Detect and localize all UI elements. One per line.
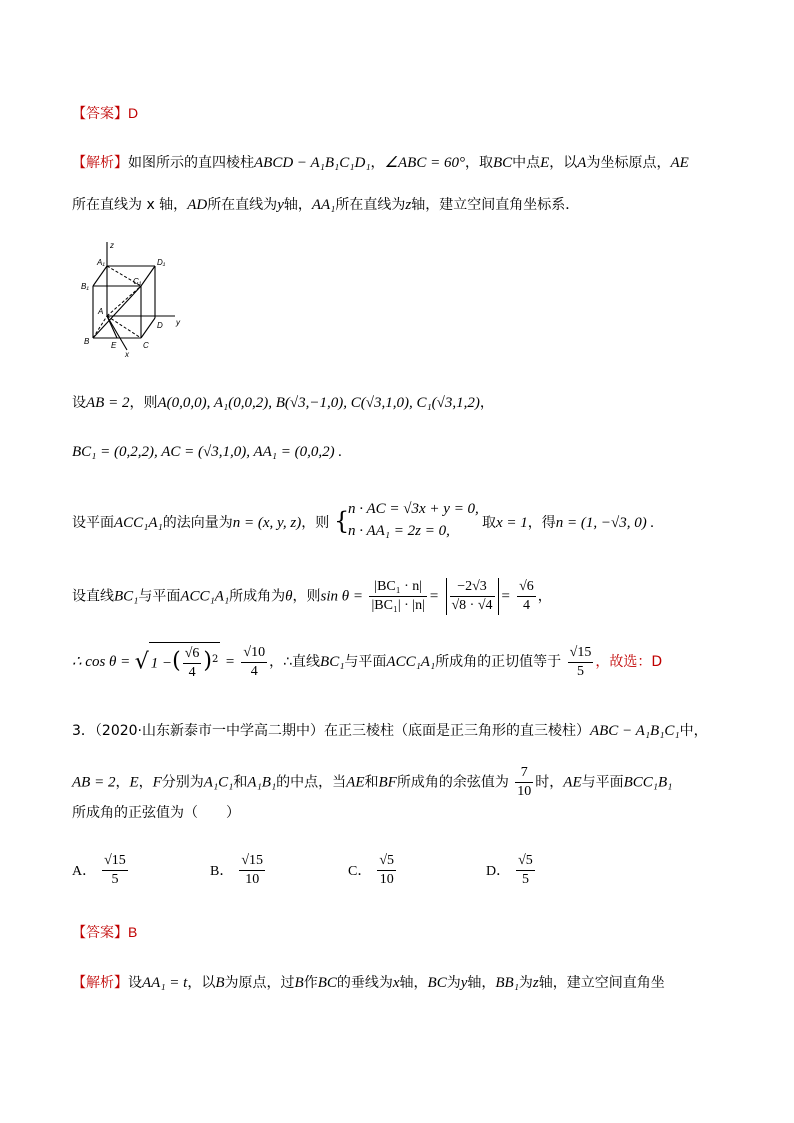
math: =: [224, 654, 235, 670]
answer-value: B: [128, 924, 138, 940]
text: 中点: [512, 155, 541, 171]
text: 的中点，当: [276, 774, 347, 791]
math: AA₁ = t: [142, 975, 188, 991]
text: 轴，: [399, 975, 428, 991]
math: n = (x, y, z): [232, 515, 302, 531]
equation-system: [348, 498, 479, 542]
fraction: [183, 645, 202, 682]
math: y: [277, 197, 284, 213]
numerator: √6: [183, 645, 202, 664]
math: x = 1: [496, 515, 528, 531]
math: AE: [346, 774, 365, 791]
math: E: [540, 155, 550, 171]
fraction: [241, 644, 267, 681]
analysis-line-5: [72, 512, 329, 532]
denominator: 4: [522, 598, 530, 613]
text: 与平面: [344, 654, 387, 670]
fraction: [369, 578, 426, 615]
text: ，: [138, 774, 153, 791]
numerator: √10: [241, 644, 267, 663]
math: E: [129, 774, 139, 791]
math: AA₁: [311, 197, 336, 213]
denominator: 5: [576, 663, 584, 679]
fig-label: A: [98, 307, 104, 316]
fraction: [515, 764, 533, 801]
equation: n · AA₁ = 2z = 0,: [348, 523, 450, 539]
text: 与平面: [581, 774, 624, 791]
vector-list: BC₁ = (0,2,2), AC = (√3,1,0), AA₁ = (0,0,2) .: [72, 444, 343, 460]
text: 作: [303, 975, 318, 991]
text: 设平面: [72, 515, 114, 531]
text: 轴，: [283, 197, 312, 213]
math: BC: [492, 155, 513, 171]
math: A(0,0,0), A₁(0,0,2), B(√3,−1,0), C(√3,1,0), C₁(√3,1,2): [157, 395, 480, 411]
option-a[interactable]: [72, 852, 130, 889]
fraction: [446, 578, 499, 615]
denominator: |BC₁| · |n|: [371, 598, 425, 613]
text: 的法向量为: [162, 515, 233, 531]
denominator: 4: [250, 663, 258, 679]
math: F: [152, 774, 162, 791]
text: 的垂线为: [336, 975, 393, 991]
math: BC₁: [114, 588, 139, 605]
text: 为: [446, 975, 461, 991]
analysis-tag: 【解析】: [72, 155, 128, 171]
text: ，: [370, 155, 385, 171]
math: AD: [187, 197, 208, 213]
analysis-line-6: [72, 578, 552, 615]
math: ABC − A₁B₁C₁: [589, 723, 680, 739]
analysis-line-q3: [72, 972, 665, 992]
question3-line-2: [72, 764, 672, 801]
option-label: D．: [486, 863, 511, 879]
numerator: |BC₁ · n|: [369, 578, 426, 597]
option-label: B．: [210, 863, 234, 879]
text: ，以: [187, 975, 216, 991]
fig-label: z: [110, 241, 114, 250]
option-b[interactable]: [210, 852, 267, 889]
text: 和: [364, 774, 379, 791]
text: ，则: [301, 515, 330, 531]
text: 轴，建立空间直角坐标系．: [411, 197, 580, 213]
math: ∠ABC = 60°: [384, 155, 465, 171]
denominator: 10: [517, 784, 532, 799]
system-brace: {: [334, 507, 350, 535]
fig-label: D₁: [157, 258, 166, 267]
text: 为: [518, 975, 533, 991]
text: 中，: [679, 723, 708, 739]
analysis-tag: 【解析】: [72, 975, 128, 991]
question3-line-3: [72, 802, 240, 822]
math: A₁C₁: [203, 774, 234, 791]
text: 所成角为: [229, 588, 286, 605]
math: z: [405, 197, 412, 213]
math: AE: [670, 155, 689, 171]
text: 轴，建立空间直角坐: [538, 975, 665, 991]
fraction: [516, 852, 535, 889]
text: 设直线: [72, 588, 114, 605]
math: B: [294, 975, 304, 991]
math: BCC₁B₁: [623, 774, 673, 791]
answer-line-prev: [72, 103, 138, 123]
math: θ: [285, 588, 293, 605]
text: ，∴直线: [269, 654, 321, 670]
analysis-line-2: [72, 194, 579, 214]
text: ，: [479, 395, 494, 411]
prism-figure: [75, 238, 195, 358]
denominator: 5: [111, 872, 119, 887]
text: 为原点，过: [224, 975, 295, 991]
fig-label: E: [111, 341, 117, 350]
text: ，则: [129, 395, 158, 411]
text: 所在直线为 x 轴，: [72, 197, 188, 213]
analysis-line-7: [72, 642, 662, 682]
text: 所在直线为: [335, 197, 406, 213]
equation: n · AC = √3x + y = 0,: [348, 501, 479, 517]
question-stem: 3．（2020·山东新泰市一中学高二期中）在正三棱柱（底面是正三角形的直三棱柱）: [72, 723, 590, 739]
text: ，则: [292, 588, 321, 605]
text: 如图所示的直四棱柱: [128, 155, 254, 171]
math: =: [428, 588, 440, 605]
option-d[interactable]: [486, 852, 537, 889]
option-label: A．: [72, 863, 97, 879]
text: 设: [72, 395, 86, 411]
analysis-line-5b: [482, 512, 654, 532]
fig-label: A₁: [97, 258, 105, 267]
math: 1 −: [150, 655, 173, 672]
numerator: √5: [377, 852, 396, 871]
denominator: 10: [379, 872, 394, 887]
denominator: √8 · √4: [451, 598, 493, 613]
text: 所成角的正切值等于: [435, 654, 562, 670]
math: A₁B₁: [247, 774, 277, 791]
text: ，: [537, 588, 552, 605]
numerator: √15: [568, 644, 594, 663]
math: BC: [427, 975, 447, 991]
fig-label: x: [125, 350, 129, 358]
sqrt-sign: √: [134, 649, 149, 675]
math: BC: [317, 975, 337, 991]
analysis-line-1: [72, 152, 689, 172]
math: AB = 2: [72, 774, 116, 791]
text: ，取: [464, 155, 493, 171]
math: sin θ =: [320, 588, 364, 605]
denominator: 5: [521, 872, 529, 887]
math: AE: [563, 774, 582, 791]
math: B: [215, 975, 225, 991]
answer-tag: 【答案】: [72, 106, 128, 122]
text: ，: [115, 774, 130, 791]
fig-label: C₁: [133, 277, 142, 286]
text: 所成角的正弦值为（ ）: [72, 805, 240, 821]
denominator: 4: [188, 665, 196, 680]
math: BB₁: [495, 975, 519, 991]
fraction: [102, 852, 128, 889]
text: 所成角的余弦值为: [396, 774, 509, 791]
math: x: [392, 975, 400, 991]
math: n = (1, −√3, 0) .: [555, 515, 655, 531]
text: 设: [128, 975, 142, 991]
question3-line-1: [72, 720, 708, 740]
analysis-line-3: [72, 392, 494, 412]
math: ACC₁A₁: [114, 515, 163, 531]
numerator: √6: [517, 578, 536, 597]
fig-label: B: [84, 337, 90, 346]
math: z: [532, 975, 539, 991]
numerator: √15: [239, 852, 265, 871]
numerator: 7: [515, 764, 533, 783]
answer-tag: 【答案】: [72, 925, 128, 941]
math: ∴ cos θ =: [72, 654, 131, 670]
fraction: [377, 852, 396, 889]
fig-label: B₁: [81, 282, 89, 291]
math: y: [460, 975, 468, 991]
math: AB = 2: [86, 395, 130, 411]
fig-label: D: [157, 321, 163, 330]
text: 轴，: [467, 975, 496, 991]
math: ABCD − A₁B₁C₁D₁: [254, 155, 371, 171]
fraction: [517, 578, 536, 615]
math: ACC₁A₁: [386, 654, 436, 670]
answer-line-q3: [72, 922, 137, 942]
text: 分别为: [161, 774, 204, 791]
sqrt-body: 1 −( $\frac{√6}{4}$ )$^2$: [149, 642, 221, 682]
text: 和: [233, 774, 248, 791]
math: BF: [378, 774, 397, 791]
denominator: 10: [245, 872, 260, 887]
numerator: √5: [516, 852, 535, 871]
text: 取: [482, 515, 496, 531]
text: 所在直线为: [207, 197, 278, 213]
text: ，故选：D: [595, 654, 663, 670]
numerator: −2√3: [450, 578, 495, 597]
text: 与平面: [138, 588, 181, 605]
option-c[interactable]: [348, 852, 398, 889]
analysis-line-4: [72, 444, 342, 461]
fraction: [568, 644, 594, 681]
text: 时，: [535, 774, 564, 791]
fig-label: y: [176, 318, 180, 327]
text: ，以: [549, 155, 578, 171]
text: 为坐标原点，: [586, 155, 671, 171]
math: A: [577, 155, 587, 171]
option-label: C．: [348, 863, 372, 879]
x-axis: [107, 316, 127, 350]
math: ACC₁A₁: [180, 588, 230, 605]
fig-label: C: [143, 341, 149, 350]
text: ，得: [527, 515, 556, 531]
answer-value: D: [128, 105, 139, 121]
fraction: [239, 852, 265, 889]
math: BC₁: [320, 654, 345, 670]
math: =: [500, 588, 511, 605]
numerator: √15: [102, 852, 128, 871]
